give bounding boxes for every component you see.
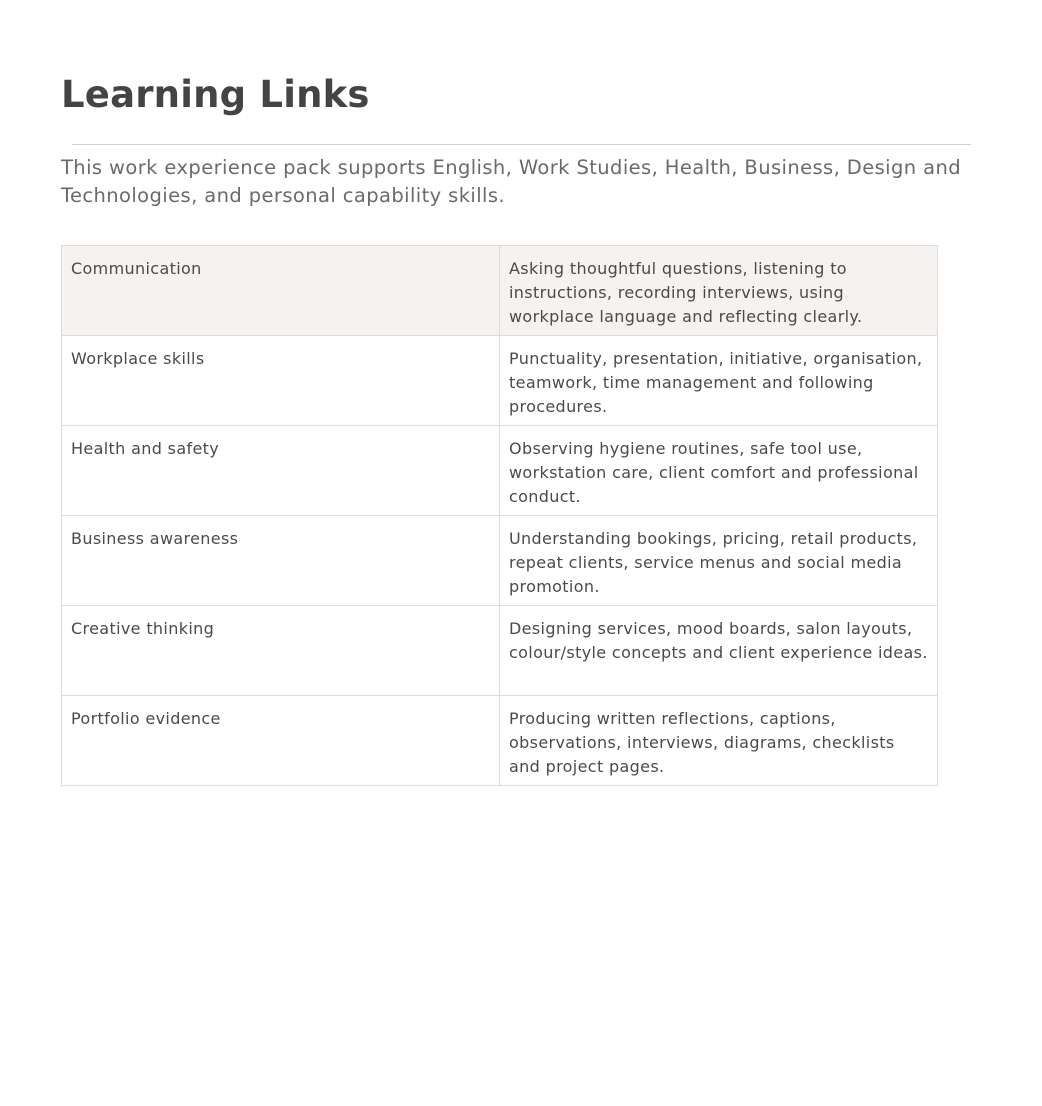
skill-cell: Business awareness [62,516,500,606]
description-cell: Punctuality, presentation, initiative, organisation, teamwork, time management and following procedures. [500,336,938,426]
table-row [62,696,938,786]
skill-cell: Communication [62,246,500,336]
description-cell: Designing services, mood boards, salon layouts, colour/style concepts and client experience ideas. [500,606,938,696]
learning-links-table [61,245,938,786]
skill-cell: Health and safety [62,426,500,516]
description-cell: Understanding bookings, pricing, retail products, repeat clients, service menus and social media promotion. [500,516,938,606]
skill-cell: Creative thinking [62,606,500,696]
intro-paragraph: This work experience pack supports English, Work Studies, Health, Business, Design and Technologies, and personal capability skills. [61,156,962,207]
table-row [62,516,938,606]
skill-cell: Workplace skills [62,336,500,426]
table-row [62,246,938,336]
description-cell: Asking thoughtful questions, listening to instructions, recording interviews, using workplace language and reflecting clearly. [500,246,938,336]
title-divider [72,144,971,145]
skill-cell: Portfolio evidence [62,696,500,786]
page-title: Learning Links [61,73,370,116]
table-row [62,606,938,696]
table-row [62,336,938,426]
description-cell: Observing hygiene routines, safe tool use, workstation care, client comfort and professional conduct. [500,426,938,516]
description-cell: Producing written reflections, captions, observations, interviews, diagrams, checklists and project pages. [500,696,938,786]
table-row [62,426,938,516]
